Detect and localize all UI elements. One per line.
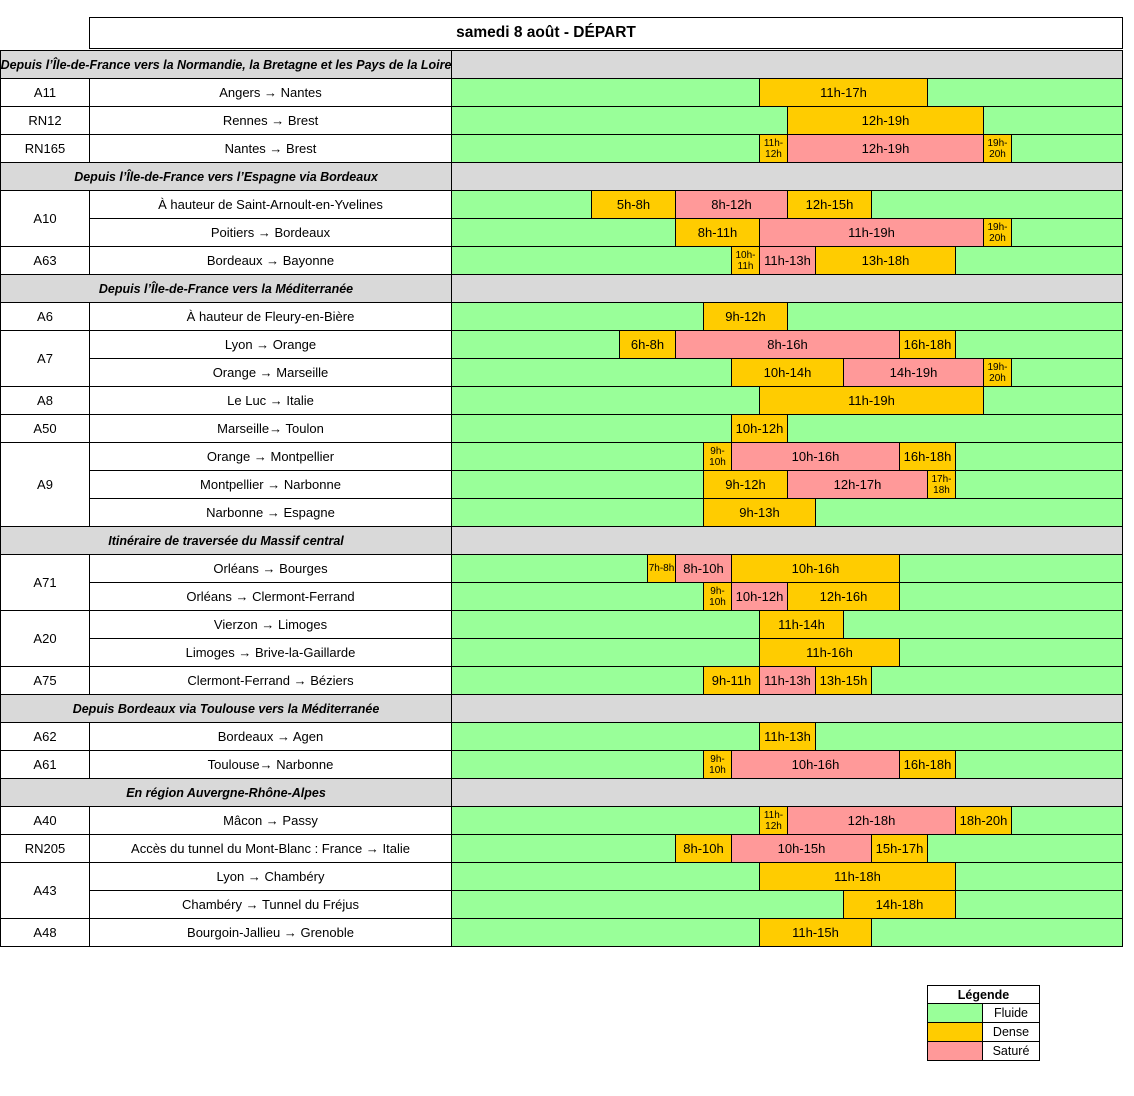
timeline-segment-sature: 11h-19h [759, 219, 984, 246]
route-label: Bordeaux → Bayonne [89, 246, 452, 275]
timeline-segment-dense: 11h-19h [759, 387, 984, 414]
timeline-bar [451, 918, 1123, 947]
timeline-bar [451, 246, 1123, 275]
timeline-bar [451, 218, 1123, 247]
timeline-bar [451, 78, 1123, 107]
timeline-segment-dense: 11h-17h [759, 79, 928, 106]
timeline-bar [451, 750, 1123, 779]
legend-row-sature [927, 1042, 1040, 1061]
timeline-segment-sature: 10h-12h [731, 583, 788, 610]
timeline-bar [451, 834, 1123, 863]
road-id-rn165: RN165 [0, 134, 90, 163]
section-header-band [451, 162, 1123, 191]
timeline-bar [451, 414, 1123, 443]
timeline-segment-dense: 9h-10h [703, 583, 732, 610]
route-label: Lyon → Orange [89, 330, 452, 359]
timeline-segment-dense: 9h-11h [703, 667, 760, 694]
timeline-segment-dense: 12h-19h [787, 107, 984, 134]
road-id-rn205: RN205 [0, 834, 90, 863]
timeline-bar [451, 190, 1123, 219]
timeline-segment-dense: 19h-20h [983, 359, 1012, 386]
timeline-segment-dense: 17h-18h [927, 471, 956, 498]
timeline-bar [451, 610, 1123, 639]
route-label: Clermont-Ferrand → Béziers [89, 666, 452, 695]
section-header-band [451, 526, 1123, 555]
timeline-segment-dense: 5h-8h [591, 191, 676, 218]
timeline-segment-dense: 16h-18h [899, 751, 956, 778]
section-header: Depuis l’Île-de-France vers la Méditerranée [0, 274, 452, 303]
road-id-a43: A43 [0, 862, 90, 919]
route-label: Angers → Nantes [89, 78, 452, 107]
timeline-segment-dense: 12h-16h [787, 583, 900, 610]
timeline-bar [451, 470, 1123, 499]
section-header: Depuis Bordeaux via Toulouse vers la Méditerranée [0, 694, 452, 723]
route-label: Rennes → Brest [89, 106, 452, 135]
road-id-a11: A11 [0, 78, 90, 107]
timeline-segment-dense: 8h-10h [675, 835, 732, 862]
route-label: Marseille→ Toulon [89, 414, 452, 443]
timeline-bar [451, 862, 1123, 891]
legend [927, 985, 1040, 1061]
route-label: Limoges → Brive-la-Gaillarde [89, 638, 452, 667]
timeline-segment-dense: 7h-8h [647, 555, 676, 582]
timeline-bar [451, 554, 1123, 583]
timeline-segment-sature: 10h-15h [731, 835, 872, 862]
timeline-bar [451, 722, 1123, 751]
timeline-segment-dense: 9h-10h [703, 751, 732, 778]
road-id-a6: A6 [0, 302, 90, 331]
section-header: Depuis l’Île-de-France vers l’Espagne via Bordeaux [0, 162, 452, 191]
timeline-segment-sature: 8h-16h [675, 331, 900, 358]
timeline-bar [451, 442, 1123, 471]
route-label: Orléans → Clermont-Ferrand [89, 582, 452, 611]
timeline-bar [451, 302, 1123, 331]
route-label: Toulouse→ Narbonne [89, 750, 452, 779]
timeline-bar [451, 638, 1123, 667]
section-header-band [451, 274, 1123, 303]
timeline-segment-dense: 19h-20h [983, 135, 1012, 162]
timeline-segment-sature: 12h-18h [787, 807, 956, 834]
timeline-segment-sature: 11h-13h [759, 247, 816, 274]
road-id-a75: A75 [0, 666, 90, 695]
route-label: Le Luc → Italie [89, 386, 452, 415]
route-label: Nantes → Brest [89, 134, 452, 163]
route-label: Mâcon → Passy [89, 806, 452, 835]
route-label: À hauteur de Saint-Arnoult-en-Yvelines [89, 190, 452, 219]
timeline-segment-dense: 11h-13h [759, 723, 816, 750]
timeline-segment-dense: 18h-20h [955, 807, 1012, 834]
timeline-bar [451, 134, 1123, 163]
timeline-segment-dense: 11h-18h [759, 863, 956, 890]
timeline-segment-dense: 8h-11h [675, 219, 760, 246]
timeline-bar [451, 890, 1123, 919]
timeline-segment-dense: 9h-13h [703, 499, 816, 526]
timeline-segment-dense: 10h-14h [731, 359, 844, 386]
timeline-segment-dense: 13h-18h [815, 247, 956, 274]
route-label: Narbonne → Espagne [89, 498, 452, 527]
section-header: Itinéraire de traversée du Massif central [0, 526, 452, 555]
section-header-band [451, 778, 1123, 807]
route-label: Chambéry → Tunnel du Fréjus [89, 890, 452, 919]
table-title [89, 17, 1123, 49]
legend-row-dense [927, 1023, 1040, 1042]
road-id-a10: A10 [0, 190, 90, 247]
road-id-rn12: RN12 [0, 106, 90, 135]
timeline-segment-dense: 9h-12h [703, 303, 788, 330]
route-label: Lyon → Chambéry [89, 862, 452, 891]
route-label: Orange → Marseille [89, 358, 452, 387]
route-label: Bordeaux → Agen [89, 722, 452, 751]
route-label: Poitiers → Bordeaux [89, 218, 452, 247]
road-id-a9: A9 [0, 442, 90, 527]
timeline-segment-sature: 10h-16h [731, 443, 900, 470]
timeline-segment-sature: 14h-19h [843, 359, 984, 386]
road-id-a20: A20 [0, 610, 90, 667]
timeline-segment-dense: 13h-15h [815, 667, 872, 694]
road-id-a40: A40 [0, 806, 90, 835]
road-id-a71: A71 [0, 554, 90, 611]
section-header-band [451, 50, 1123, 79]
timeline-bar [451, 358, 1123, 387]
legend-row-fluide [927, 1004, 1040, 1023]
route-label: Accès du tunnel du Mont-Blanc : France → Italie [89, 834, 452, 863]
table-title-text: samedi 8 août - DÉPART [456, 24, 636, 41]
timeline-segment-sature: 11h-13h [759, 667, 816, 694]
section-header-band [451, 694, 1123, 723]
timeline-segment-dense: 11h-16h [759, 639, 900, 666]
timeline-segment-dense: 9h-10h [703, 443, 732, 470]
legend-label-fluide: Fluide [983, 1004, 1040, 1023]
timeline-segment-dense: 6h-8h [619, 331, 676, 358]
timeline-segment-sature: 8h-10h [675, 555, 732, 582]
timeline-segment-dense: 11h-12h [759, 135, 788, 162]
road-id-a62: A62 [0, 722, 90, 751]
timeline-bar [451, 330, 1123, 359]
route-label: Montpellier → Narbonne [89, 470, 452, 499]
section-header: Depuis l’Île-de-France vers la Normandie, la Bretagne et les Pays de la Loire [0, 50, 452, 79]
timeline-segment-dense: 10h-11h [731, 247, 760, 274]
timeline-segment-dense: 14h-18h [843, 891, 956, 918]
road-id-a63: A63 [0, 246, 90, 275]
timeline-segment-dense: 10h-12h [731, 415, 788, 442]
legend-label-dense: Dense [983, 1023, 1040, 1042]
timeline-bar [451, 582, 1123, 611]
legend-swatch-sature [927, 1042, 983, 1061]
timeline-bar [451, 386, 1123, 415]
timeline-segment-dense: 19h-20h [983, 219, 1012, 246]
route-label: Vierzon → Limoges [89, 610, 452, 639]
timeline-bar [451, 106, 1123, 135]
timeline-segment-dense: 11h-12h [759, 807, 788, 834]
legend-title: Légende [927, 985, 1040, 1004]
timeline-segment-dense: 11h-14h [759, 611, 844, 638]
timeline-segment-dense: 16h-18h [899, 331, 956, 358]
road-id-a8: A8 [0, 386, 90, 415]
timeline-segment-dense: 9h-12h [703, 471, 788, 498]
legend-swatch-dense [927, 1023, 983, 1042]
timeline-segment-sature: 8h-12h [675, 191, 788, 218]
timeline-segment-sature: 12h-19h [787, 135, 984, 162]
road-id-a50: A50 [0, 414, 90, 443]
route-label: À hauteur de Fleury-en-Bière [89, 302, 452, 331]
road-id-a61: A61 [0, 750, 90, 779]
road-id-a48: A48 [0, 918, 90, 947]
timeline-segment-dense: 10h-16h [731, 555, 900, 582]
legend-swatch-fluide [927, 1004, 983, 1023]
timeline-segment-dense: 16h-18h [899, 443, 956, 470]
route-label: Orléans → Bourges [89, 554, 452, 583]
timeline-segment-sature: 10h-16h [731, 751, 900, 778]
timeline-bar [451, 498, 1123, 527]
timeline-segment-dense: 11h-15h [759, 919, 872, 946]
timeline-bar [451, 806, 1123, 835]
timeline-bar [451, 666, 1123, 695]
route-label: Bourgoin-Jallieu → Grenoble [89, 918, 452, 947]
timeline-segment-dense: 12h-15h [787, 191, 872, 218]
timeline-segment-dense: 15h-17h [871, 835, 928, 862]
legend-label-sature: Saturé [983, 1042, 1040, 1061]
route-label: Orange → Montpellier [89, 442, 452, 471]
timeline-segment-sature: 12h-17h [787, 471, 928, 498]
road-id-a7: A7 [0, 330, 90, 387]
section-header: En région Auvergne-Rhône-Alpes [0, 778, 452, 807]
